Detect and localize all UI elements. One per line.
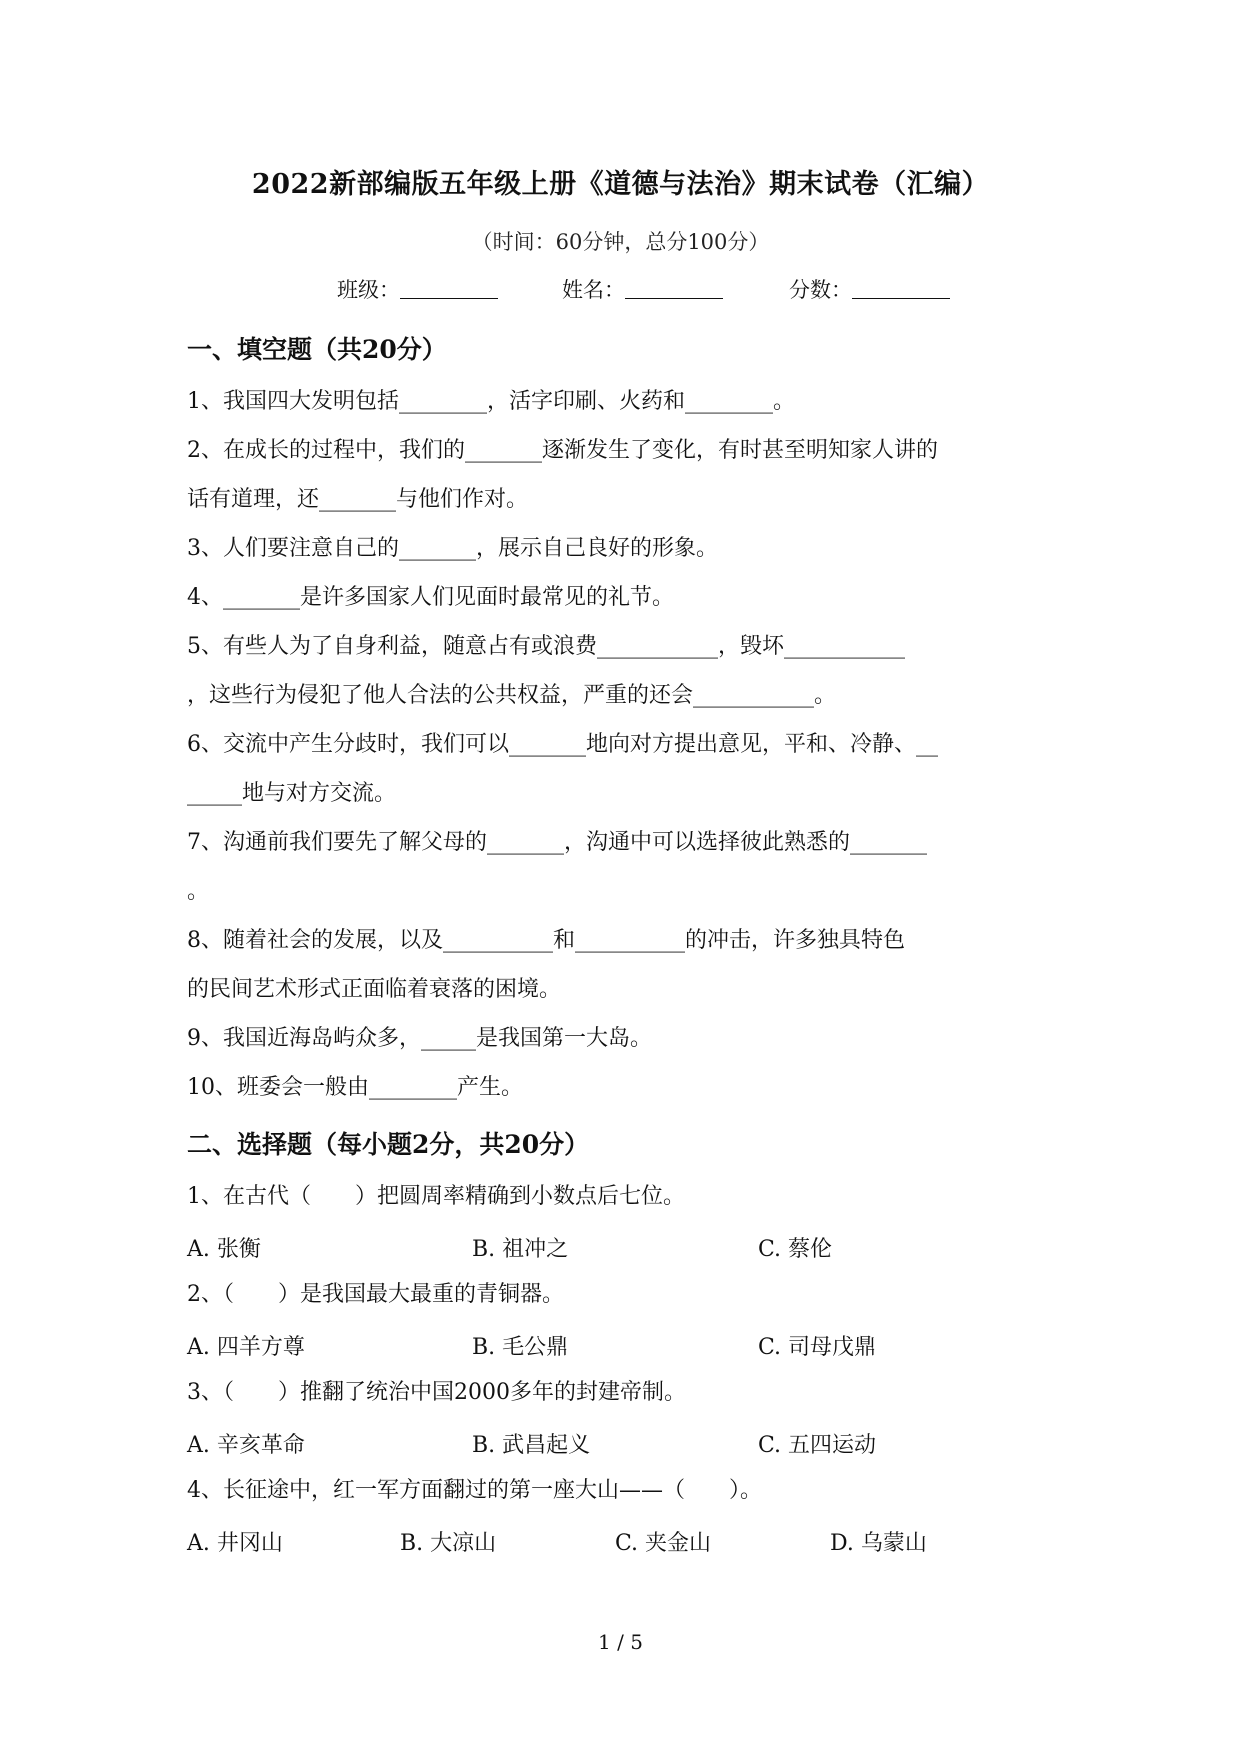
choice-option: C. 五四运动 [758, 1433, 877, 1458]
question-line: 。 [187, 879, 210, 904]
exam-subtitle: （时间：60分钟，总分100分） [471, 230, 770, 254]
choice-option: B. 祖冲之 [472, 1237, 569, 1262]
choice-option: B. 大凉山 [400, 1531, 497, 1556]
question-line: 10、班委会一般由________产生。 [187, 1075, 523, 1100]
choice-option: D. 乌蒙山 [830, 1531, 927, 1556]
choice-option: C. 蔡伦 [758, 1237, 833, 1262]
score-label: 分数： [789, 278, 852, 302]
question-line: 4、_______是许多国家人们见面时最常见的礼节。 [187, 585, 674, 610]
name-blank [625, 278, 723, 299]
choice-option: A. 井冈山 [187, 1531, 283, 1556]
name-label: 姓名： [562, 278, 625, 302]
name-field [562, 274, 723, 304]
question-line: 7、沟通前我们要先了解父母的_______，沟通中可以选择彼此熟悉的_______ [187, 830, 927, 855]
page-number: 1 / 5 [598, 1630, 643, 1654]
question-line: 8、随着社会的发展，以及__________和__________的冲击，许多独具特色 [187, 928, 905, 953]
choice-option: A. 四羊方尊 [187, 1335, 305, 1360]
choice-option: B. 武昌起义 [472, 1433, 591, 1458]
class-field [337, 274, 498, 304]
section-heading-multiple-choice: 二、选择题（每小题2分，共20分） [187, 1130, 590, 1159]
section-heading-fill-blank: 一、填空题（共20分） [187, 335, 447, 364]
exam-title: 2022新部编版五年级上册《道德与法治》期末试卷（汇编） [251, 169, 990, 200]
choice-option: A. 辛亥革命 [187, 1433, 305, 1458]
question-line: 话有道理，还_______与他们作对。 [187, 487, 529, 512]
question-line: 3、人们要注意自己的_______，展示自己良好的形象。 [187, 536, 718, 561]
question-line: 的民间艺术形式正面临着衰落的困境。 [187, 977, 562, 1002]
score-blank [852, 278, 950, 299]
choice-question-stem: 2、（ ）是我国最大最重的青铜器。 [187, 1282, 564, 1307]
choice-option: C. 夹金山 [615, 1531, 712, 1556]
choice-option: B. 毛公鼎 [472, 1335, 569, 1360]
class-blank [400, 278, 498, 299]
question-line: 6、交流中产生分歧时，我们可以_______地向对方提出意见，平和、冷静、__ [187, 732, 938, 757]
question-line: 1、我国四大发明包括________，活字印刷、火药和________。 [187, 389, 795, 414]
class-label: 班级： [337, 278, 400, 302]
question-line: _____地与对方交流。 [187, 781, 397, 806]
choice-question-stem: 1、在古代（ ）把圆周率精确到小数点后七位。 [187, 1184, 685, 1209]
question-line: 5、有些人为了自身利益，随意占有或浪费___________，毁坏___________ [187, 634, 905, 659]
score-field [789, 274, 950, 304]
choice-question-stem: 3、（ ）推翻了统治中国2000多年的封建帝制。 [187, 1380, 686, 1405]
choice-question-stem: 4、长征途中，红一军方面翻过的第一座大山——（ ）。 [187, 1478, 762, 1503]
choice-option: A. 张衡 [187, 1237, 261, 1262]
question-line: ，这些行为侵犯了他人合法的公共权益，严重的还会___________。 [187, 683, 837, 708]
choice-option: C. 司母戊鼎 [758, 1335, 877, 1360]
question-line: 2、在成长的过程中，我们的_______逐渐发生了变化，有时甚至明知家人讲的 [187, 438, 938, 463]
question-line: 9、我国近海岛屿众多，_____是我国第一大岛。 [187, 1026, 652, 1051]
